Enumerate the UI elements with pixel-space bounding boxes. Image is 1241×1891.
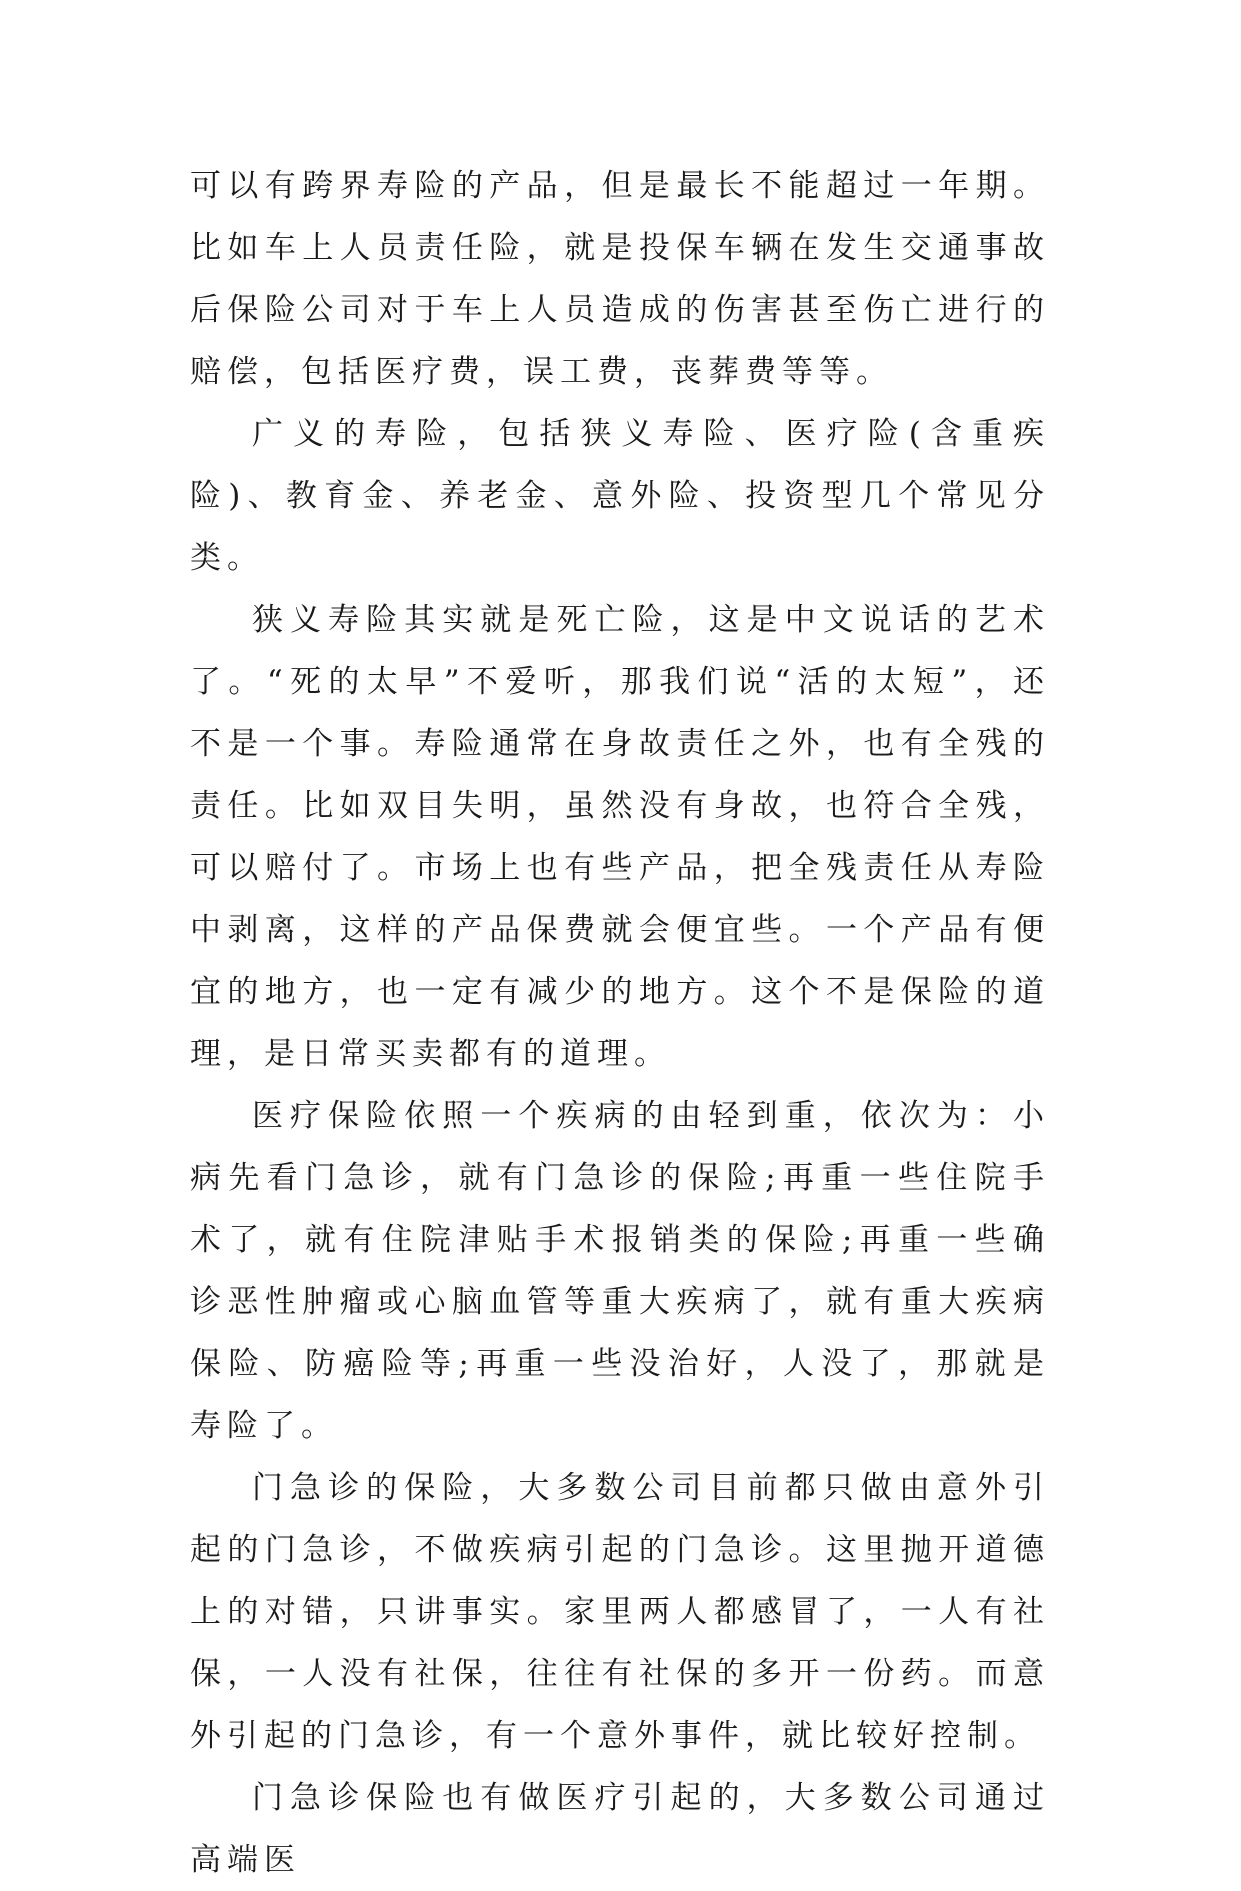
- paragraph-2: 广义的寿险，包括狭义寿险、医疗险(含重疾险)、教育金、养老金、意外险、投资型几个常见分类。: [190, 416, 1050, 576]
- paragraph-3: 狭义寿险其实就是死亡险，这是中文说话的艺术了。“死的太早”不爱听，那我们说“活的太短”，还不是一个事。寿险通常在身故责任之外，也有全残的责任。比如双目失明，虽然没有身故，也符合全残，可以赔付了。市场上也有些产品，把全残责任从寿险中剥离，这样的产品保费就会便宜些。一个产品有便宜的地方，也一定有减少的地方。这个不是保险的道理，是日常买卖都有的道理。: [190, 602, 1050, 1072]
- document-body: [190, 155, 1050, 1891]
- paragraph-1: 可以有跨界寿险的产品，但是最长不能超过一年期。比如车上人员责任险，就是投保车辆在发生交通事故后保险公司对于车上人员造成的伤害甚至伤亡进行的赔偿，包括医疗费，误工费，丧葬费等等。: [190, 168, 1050, 390]
- paragraph-4: 医疗保险依照一个疾病的由轻到重，依次为：小病先看门急诊，就有门急诊的保险;再重一些住院手术了，就有住院津贴手术报销类的保险;再重一些确诊恶性肿瘤或心脑血管等重大疾病了，就有重大疾病保险、防癌险等;再重一些没治好，人没了，那就是寿险了。: [190, 1098, 1050, 1444]
- paragraph-5: 门急诊的保险，大多数公司目前都只做由意外引起的门急诊，不做疾病引起的门急诊。这里抛开道德上的对错，只讲事实。家里两人都感冒了，一人有社保，一人没有社保，往往有社保的多开一份药。而意外引起的门急诊，有一个意外事件，就比较好控制。: [190, 1470, 1050, 1754]
- paragraph-6: 门急诊保险也有做医疗引起的，大多数公司通过高端医: [190, 1780, 1050, 1878]
